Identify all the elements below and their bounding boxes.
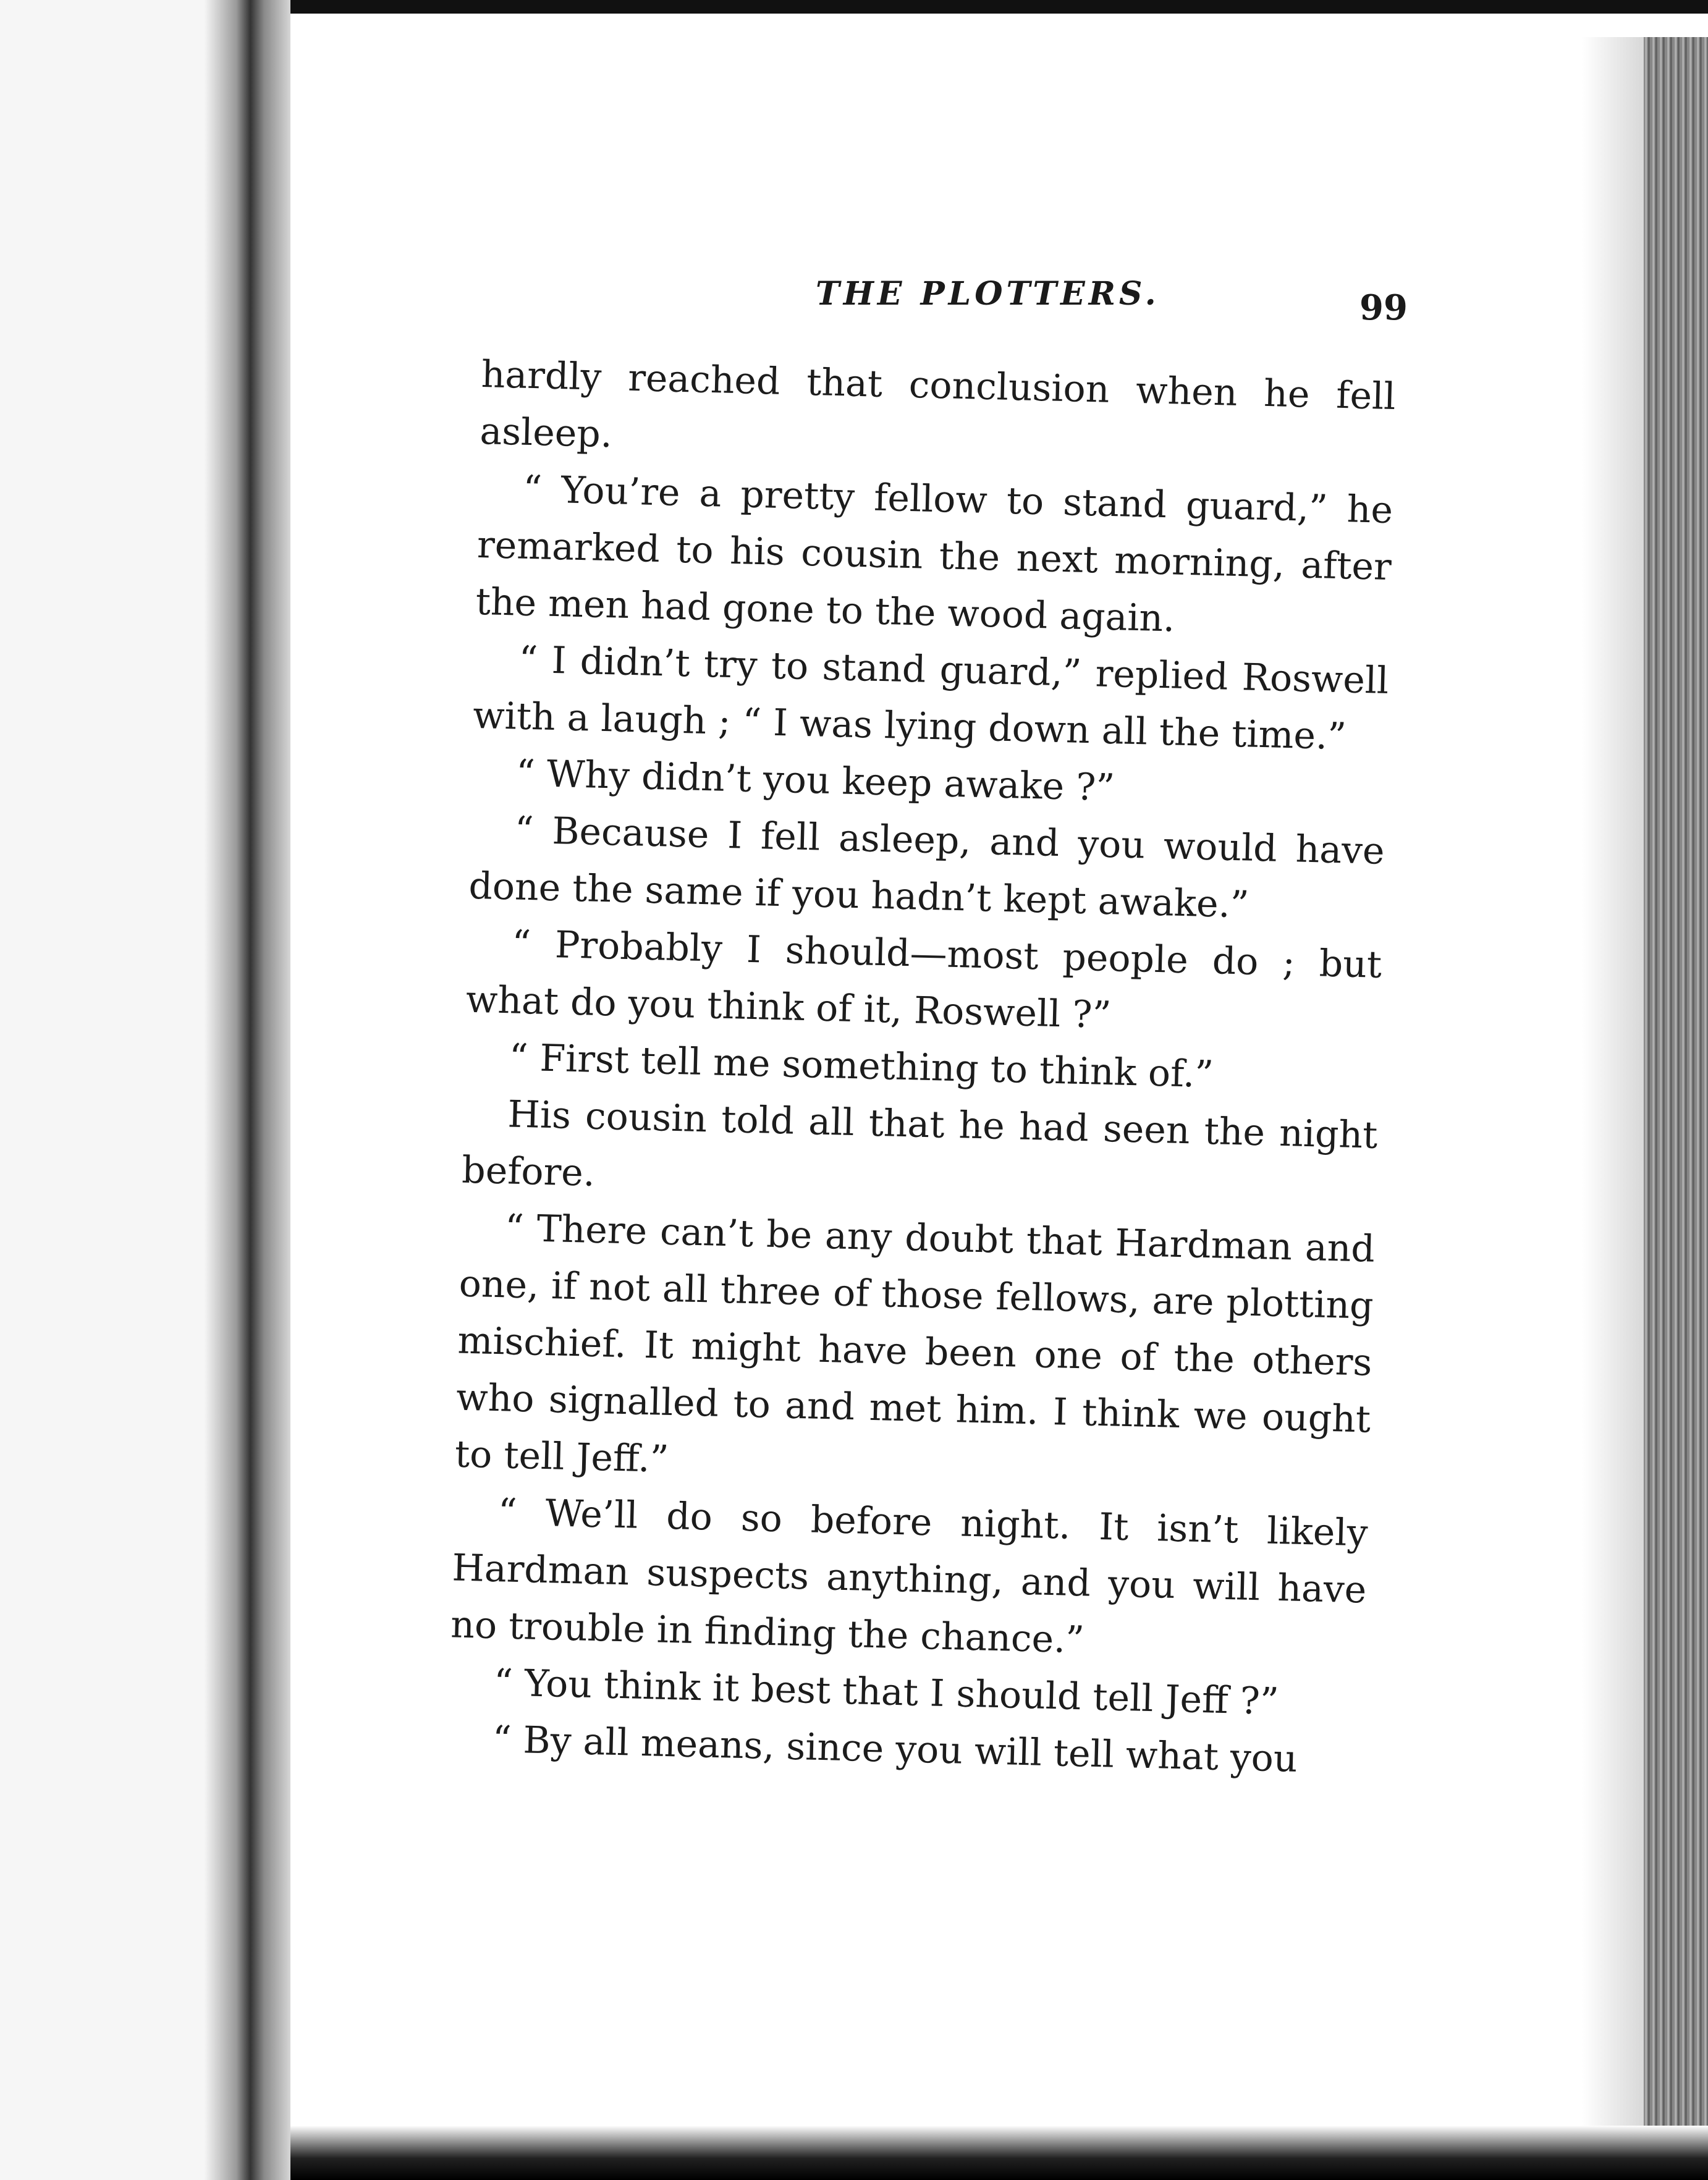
page-curl-shadow [1582, 37, 1644, 2180]
body-text [447, 346, 1397, 1789]
paragraph: “ Why didn’t you keep awake ?” [515, 751, 1115, 810]
paragraph: “ Because I fell asleep, and you would have done the same if you hadn’t kept awake.” [468, 808, 1385, 927]
paragraph: “ First tell me something to think of.” [509, 1036, 1214, 1097]
paragraph: “ There can’t be any doubt that Hardman and one, if not all three of those fellows, are plotting mischief. It might have been one of the others who signalled to and met him. I think we ought to tell Jeff.” [454, 1206, 1376, 1481]
page-number: 99 [1359, 287, 1408, 328]
page-fore-edge [1644, 37, 1708, 2180]
paragraph: hardly reached that conclusion when he fell asleep. [479, 352, 1397, 457]
paragraph: “ You’re a pretty fellow to stand guard,” he remarked to his cousin the next morning, after the men had gone to the wood again. [475, 467, 1393, 641]
paragraph: “ You think it best that I should tell Jeff ?” [493, 1661, 1280, 1724]
paragraph: His cousin told all that he had seen the night before. [461, 1092, 1379, 1195]
paragraph: “ We’ll do so before night. It isn’t likely Hardman suspects anything, and you will have no trouble in finding the chance.” [450, 1490, 1369, 1662]
paragraph: “ I didn’t try to stand guard,” replied Roswell with a laugh ; “ I was lying down all the time.” [472, 638, 1390, 759]
running-head: THE PLOTTERS. [816, 275, 1160, 313]
bottom-edge-shadow [290, 2126, 1708, 2180]
paragraph: “ By all means, since you will tell what you [492, 1718, 1298, 1781]
book-gutter [204, 0, 297, 2180]
paragraph: “ Probably I should—most people do ; but what do you think of it, Roswell ?” [465, 922, 1382, 1037]
top-edge-shadow [290, 0, 1708, 14]
